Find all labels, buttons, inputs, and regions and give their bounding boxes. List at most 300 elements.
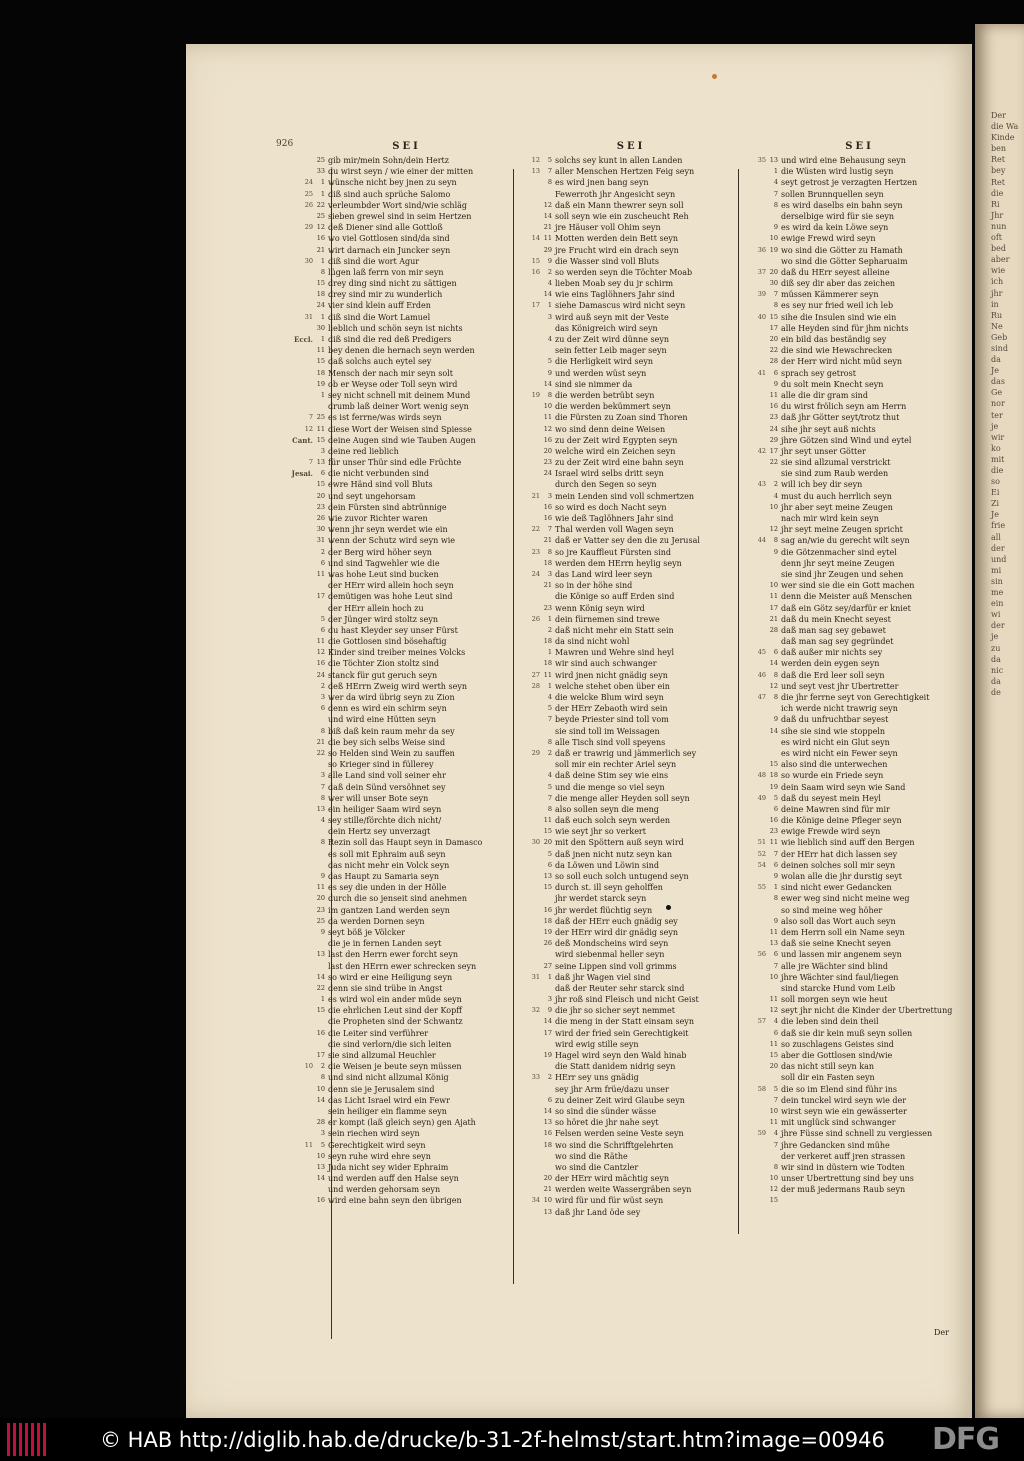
entry-text: daß nicht mehr ein Statt sein: [555, 625, 674, 635]
verse-number: 20: [769, 267, 778, 276]
entry-text: daß man sag sey gegründet: [781, 637, 894, 647]
entry-text: sey nicht schnell mit deinem Mund: [328, 390, 471, 400]
entry-text: daß ein Mann thewrer seyn soll: [555, 200, 684, 210]
entry-text: und sind nicht allzumal König: [328, 1073, 449, 1083]
verse-number: 9: [320, 927, 325, 936]
chapter-number: [299, 356, 313, 367]
index-entry: [526, 580, 736, 591]
facing-page-fragment: oft: [991, 233, 1002, 243]
index-entry: [752, 625, 967, 636]
chapter-number: [526, 692, 540, 703]
chapter-number: [752, 524, 766, 535]
index-entry: [526, 222, 736, 233]
index-entry: [752, 938, 967, 949]
chapter-number: Cant.: [292, 435, 313, 445]
chapter-number: [526, 513, 540, 524]
index-entry: [526, 714, 736, 725]
index-entry: [526, 211, 736, 222]
facing-page-fragment: bed: [991, 244, 1006, 254]
chapter-number: [526, 535, 540, 546]
index-entry: [299, 424, 514, 435]
entry-text: es soll mit Ephraim auß seyn: [328, 849, 446, 859]
verse-number: 6: [320, 469, 325, 478]
chapter-number: [299, 882, 313, 893]
chapter-number: 29: [531, 748, 540, 757]
entry-text: wer da wird übrig seyn zu Zion: [328, 693, 455, 702]
entry-text: die Weisen je beute seyn müssen: [328, 1062, 462, 1072]
verse-number: 5: [773, 793, 778, 802]
facing-page-fragment: Geb: [991, 332, 1008, 342]
index-entry: [292, 435, 514, 446]
verse-number: 15: [316, 279, 325, 288]
verse-number: 21: [316, 245, 325, 254]
verse-number: 5: [547, 704, 552, 713]
entry-text: durch die so jenseit sind anehmen: [328, 894, 467, 904]
facing-page-fragment: aber: [991, 255, 1010, 265]
chapter-number: [299, 681, 313, 692]
verse-number: 7: [547, 167, 552, 176]
index-entry: [299, 726, 514, 737]
facing-page-fragment: Ru: [991, 310, 1003, 320]
verse-number: 9: [773, 916, 778, 925]
index-entry: [752, 1162, 967, 1173]
index-entry: [526, 625, 736, 636]
entry-text: also sollen seyn die meng: [555, 804, 659, 814]
chapter-number: [752, 177, 766, 188]
index-entry: [299, 1039, 514, 1050]
verse-number: [313, 826, 328, 837]
verse-number: [313, 961, 328, 972]
verse-number: 6: [320, 625, 325, 634]
index-entry: [752, 770, 967, 781]
chapter-number: 59: [757, 1129, 766, 1138]
chapter-number: [299, 155, 313, 166]
verse-number: 9: [547, 368, 552, 377]
verse-number: 4: [547, 771, 552, 780]
index-entry: [299, 189, 514, 200]
entry-text: wo sind die Räthe: [555, 1151, 628, 1161]
chapter-number: 42: [757, 446, 766, 455]
chapter-number: [299, 770, 313, 781]
verse-number: 7: [773, 189, 778, 198]
facing-page-fragment: wie: [991, 266, 1006, 276]
entry-text: die Wüsten wird lustig seyn: [781, 167, 894, 177]
verse-number: 8: [773, 200, 778, 209]
chapter-number: [752, 580, 766, 591]
index-entry: [299, 737, 514, 748]
chapter-number: 52: [757, 849, 766, 858]
index-entry: [752, 1061, 967, 1072]
index-entry: [299, 580, 514, 591]
verse-number: 8: [773, 670, 778, 679]
column-rule: [738, 169, 739, 1234]
entry-text: deß Diener sind alle Gottloß: [328, 223, 443, 233]
index-entry: [526, 658, 736, 669]
chapter-number: [299, 1117, 313, 1128]
verse-number: 23: [769, 413, 778, 422]
verse-number: 1: [547, 614, 552, 623]
verse-number: 30: [769, 279, 778, 288]
verse-number: 21: [769, 614, 778, 623]
verse-number: [540, 759, 555, 770]
chapter-number: [526, 1140, 540, 1151]
index-entry: [752, 435, 967, 446]
chapter-number: [752, 435, 766, 446]
facing-page-fragment: nun: [991, 221, 1007, 231]
index-entry: [299, 166, 514, 177]
index-entry: [299, 300, 514, 311]
verse-number: 33: [316, 167, 325, 176]
entry-text: die Fürsten zu Zoan sind Thoren: [555, 413, 688, 423]
chapter-number: [299, 1162, 313, 1173]
verse-number: 24: [316, 670, 325, 679]
entry-text: daß euch solch seyn werden: [555, 816, 670, 826]
verse-number: 4: [773, 491, 778, 500]
index-entry: [299, 1028, 514, 1039]
entry-text: durch den Segen so seyn: [555, 480, 657, 490]
verse-number: 16: [769, 816, 778, 825]
index-entry: [526, 345, 736, 356]
index-entry: [299, 1050, 514, 1061]
chapter-number: [752, 256, 766, 267]
index-entry: [299, 938, 514, 949]
chapter-number: [752, 513, 766, 524]
facing-page-fragment: Ri: [991, 199, 1000, 209]
facing-page-edge: [975, 24, 1024, 1418]
entry-text: seyt jhr nicht die Kinder der Ubertrettung: [781, 1006, 953, 1016]
verse-number: 1: [320, 312, 325, 321]
entry-text: Mawren und Wehre sind heyl: [555, 648, 675, 658]
entry-text: wird eine bahn seyn den übrigen: [328, 1196, 462, 1206]
chapter-number: [752, 1162, 766, 1173]
verse-number: 7: [773, 1140, 778, 1149]
chapter-number: [526, 1084, 540, 1095]
chapter-number: [526, 860, 540, 871]
index-entry: [299, 1151, 514, 1162]
index-entry: [299, 826, 514, 837]
index-entry: [752, 815, 967, 826]
entry-text: müssen Kämmerer seyn: [781, 290, 879, 300]
verse-number: 1: [773, 167, 778, 176]
chapter-number: [526, 591, 540, 602]
entry-text: vier sind klein auff Erden: [328, 301, 431, 311]
verse-number: 24: [769, 424, 778, 433]
verse-number: 6: [320, 558, 325, 567]
verse-number: 14: [543, 1106, 552, 1115]
entry-text: daß außer mir nichts sey: [781, 648, 883, 658]
index-entry: [526, 524, 736, 535]
entry-text: sieben grewel sind in seim Hertzen: [328, 211, 472, 221]
chapter-number: [752, 1106, 766, 1117]
entry-text: durch st. ill seyn geholffen: [555, 883, 663, 893]
verse-number: [313, 401, 328, 412]
verse-number: 14: [316, 972, 325, 981]
facing-page-fragment: sind: [991, 343, 1008, 353]
verse-number: 23: [769, 827, 778, 836]
dfg-logo[interactable]: DFG: [932, 1422, 1000, 1457]
index-entry: [299, 412, 514, 423]
verse-number: 9: [773, 872, 778, 880]
entry-text: daß du unfruchtbar seyest: [781, 715, 889, 725]
verse-number: 8: [320, 267, 325, 276]
verse-number: 1: [320, 178, 325, 187]
entry-text: es wird nicht ein Fewer seyn: [781, 748, 898, 758]
index-entry: [526, 300, 736, 311]
facing-page-fragment: Zi: [991, 499, 1000, 509]
index-entry: [752, 782, 967, 793]
index-entry: [752, 245, 967, 256]
index-entry: [526, 412, 736, 423]
index-entry: [526, 435, 736, 446]
chapter-number: 29: [304, 223, 313, 232]
verse-number: 6: [773, 368, 778, 377]
chapter-number: [299, 479, 313, 490]
chapter-number: [526, 927, 540, 938]
verse-number: 17: [769, 323, 778, 332]
chapter-number: [526, 1106, 540, 1117]
index-entry: [752, 569, 967, 580]
entry-text: da werden Dornen seyn: [328, 916, 425, 926]
entry-text: daß sie dir kein muß seyn sollen: [781, 1028, 913, 1038]
chapter-number: 48: [757, 771, 766, 780]
index-entry: [299, 1162, 514, 1173]
verse-number: 23: [543, 458, 552, 467]
verse-number: 23: [316, 502, 325, 511]
chapter-number: [526, 770, 540, 781]
chapter-number: [752, 1140, 766, 1151]
verse-number: 1: [320, 390, 325, 399]
verse-number: [540, 1039, 555, 1050]
chapter-number: [752, 547, 766, 558]
index-entry: [299, 983, 514, 994]
verse-number: 8: [773, 894, 778, 903]
entry-text: für unser Thür sind edle Früchte: [328, 458, 462, 468]
chapter-number: [752, 300, 766, 311]
facing-page-fragment: nic: [991, 665, 1004, 675]
verse-number: 22: [316, 200, 325, 209]
entry-text: mit den Spöttern auß seyn wird: [555, 838, 684, 848]
chapter-number: [752, 681, 766, 692]
index-entry: [526, 379, 736, 390]
index-entry: [752, 457, 967, 468]
entry-text: so in der höhe sind: [555, 581, 633, 591]
entry-text: er kompt (laß gleich seyn) gen Ajath: [328, 1118, 476, 1128]
hab-logo-icon[interactable]: [7, 1423, 45, 1456]
index-entry: [526, 591, 736, 602]
verse-number: 2: [547, 267, 552, 276]
index-entry: [299, 1128, 514, 1139]
chapter-number: [526, 278, 540, 289]
chapter-number: 26: [531, 614, 540, 623]
entry-text: dein Saam wird seyn wie Sand: [781, 782, 906, 792]
index-entry: [299, 793, 514, 804]
chapter-number: [752, 961, 766, 972]
facing-page-fragment: so: [991, 477, 1000, 487]
verse-number: 13: [769, 156, 778, 164]
chapter-number: 28: [531, 681, 540, 690]
index-entry: [299, 905, 514, 916]
verse-number: 22: [769, 458, 778, 467]
entry-text: stanck für gut geruch seyn: [328, 670, 438, 680]
chapter-number: [526, 1095, 540, 1106]
index-entry: [752, 1084, 967, 1095]
verse-number: 16: [543, 1129, 552, 1138]
verse-number: 15: [316, 1006, 325, 1015]
chapter-number: 13: [531, 167, 540, 176]
index-entry: [526, 1016, 736, 1027]
chapter-number: [299, 849, 313, 860]
verse-number: 5: [547, 357, 552, 366]
chapter-number: [752, 457, 766, 468]
entry-text: der HErr wird mächtig seyn: [555, 1174, 670, 1184]
chapter-number: [526, 905, 540, 916]
index-entry: [526, 513, 736, 524]
index-entry: [526, 681, 736, 692]
entry-text: die leben sind dein theil: [781, 1017, 879, 1027]
index-entry: [299, 1061, 514, 1072]
facing-page-fragment: Ei: [991, 488, 1000, 498]
verse-number: 9: [773, 715, 778, 724]
chapter-number: [752, 782, 766, 793]
verse-number: [540, 1061, 555, 1072]
entry-text: wenn König seyn wird: [555, 603, 645, 613]
viewer-footer: [0, 1418, 1024, 1461]
index-entry: [752, 300, 967, 311]
verse-number: 16: [316, 234, 325, 243]
verse-number: 9: [547, 1006, 552, 1015]
verse-number: 10: [769, 1174, 778, 1183]
entry-text: Thal werden voll Wagen seyn: [555, 525, 674, 535]
entry-text: die so im Elend sind führ ins: [781, 1084, 897, 1094]
entry-text: mein Lenden sind voll schmertzen: [555, 491, 694, 501]
verse-number: [766, 703, 781, 714]
index-entry: [752, 793, 967, 804]
entry-text: die werden betrübt seyn: [555, 390, 655, 400]
chapter-number: [526, 916, 540, 927]
index-entry: [752, 748, 967, 759]
chapter-number: 11: [304, 1140, 313, 1149]
verse-number: 1: [320, 335, 325, 343]
catchword: Der: [934, 1328, 949, 1337]
entry-text: es sey nur fried weil ich leb: [781, 301, 894, 311]
entry-text: HErr sey uns gnädig: [555, 1073, 639, 1083]
index-entry: [752, 155, 967, 166]
verse-number: [540, 591, 555, 602]
chapter-number: [752, 233, 766, 244]
index-entry: [752, 994, 967, 1005]
index-entry: [752, 1117, 967, 1128]
entry-text: so zuschlagens Geistes sind: [781, 1039, 894, 1049]
verse-number: [540, 949, 555, 960]
verse-number: 10: [769, 581, 778, 590]
entry-text: die Propheten sind der Schwantz: [328, 1017, 463, 1027]
index-entry: [752, 233, 967, 244]
verse-number: 15: [316, 480, 325, 489]
index-entry: [299, 379, 514, 390]
index-entry: [299, 714, 514, 725]
index-entry: [526, 1195, 736, 1206]
entry-text: so wird es doch Nacht seyn: [555, 502, 667, 512]
chapter-number: [752, 345, 766, 356]
entry-text: jhr seyt unser Götter: [781, 446, 866, 456]
index-column-2: [526, 141, 736, 1218]
entry-text: sey stille/förchte dich nicht/: [328, 816, 442, 826]
verse-number: 30: [316, 323, 325, 332]
index-entry: [752, 1005, 967, 1016]
verse-number: [313, 580, 328, 591]
index-entry: [526, 1005, 736, 1016]
index-entry: [526, 457, 736, 468]
verse-number: 11: [316, 569, 325, 578]
entry-text: so höret die jhr nahe seyt: [555, 1118, 659, 1128]
column-header: SEI: [392, 141, 421, 152]
facing-page-fragment: die: [991, 466, 1004, 475]
index-entry: [526, 1028, 736, 1039]
verse-number: 23: [543, 603, 552, 612]
chapter-number: [299, 916, 313, 927]
entry-text: soll morgen seyn wie heut: [781, 995, 888, 1005]
index-entry: [526, 569, 736, 580]
chapter-number: [752, 1072, 766, 1083]
verse-number: 15: [769, 1051, 778, 1059]
index-entry: [752, 703, 967, 714]
entry-text: das nicht still seyn kan: [781, 1062, 875, 1072]
verse-number: [313, 1106, 328, 1117]
verse-number: 11: [316, 883, 325, 892]
verse-number: 10: [543, 402, 552, 411]
index-entry: [752, 893, 967, 904]
entry-text: verleumbder Wort sind/wie schläg: [328, 200, 468, 210]
chapter-number: [526, 580, 540, 591]
chapter-number: [526, 759, 540, 770]
facing-page-fragment: ein: [991, 599, 1004, 609]
entry-text: die Könige so auff Erden sind: [555, 592, 675, 602]
chapter-number: [299, 390, 313, 401]
chapter-number: [299, 826, 313, 837]
chapter-number: 27: [531, 670, 540, 679]
chapter-number: [526, 983, 540, 994]
entry-text: sollen Brunnquellen seyn: [781, 189, 884, 199]
verse-number: 11: [316, 637, 325, 646]
verse-number: 15: [769, 1196, 778, 1205]
index-entry: [299, 636, 514, 647]
index-entry: [752, 983, 967, 994]
entry-text: es sey die unden in der Hölle: [328, 883, 447, 893]
chapter-number: [526, 658, 540, 669]
chapter-number: [526, 379, 540, 390]
chapter-number: [299, 972, 313, 983]
verse-number: 13: [316, 1162, 325, 1171]
entry-text: du solt mein Knecht seyn: [781, 379, 884, 389]
index-entry: [752, 714, 967, 725]
chapter-number: [299, 1128, 313, 1139]
facing-page-fragment: Jhr: [991, 210, 1004, 220]
entry-text: die je in fernen Landen seyt: [328, 939, 442, 949]
chapter-number: [299, 379, 313, 390]
entry-text: will ich bey dir seyn: [781, 480, 863, 490]
entry-text: die Gottlosen sind bösehaftig: [328, 637, 447, 647]
index-entry: [299, 837, 514, 848]
chapter-number: [526, 726, 540, 737]
index-entry: [299, 356, 514, 367]
entry-text: diß sind die Wort Lamuel: [328, 312, 431, 322]
verse-number: 6: [773, 648, 778, 657]
source-url-link[interactable]: © HAB http://diglib.hab.de/drucke/b-31-2f-helmst/start.htm?image=00946: [100, 1428, 885, 1452]
entry-text: die jhr ferrne seyt von Gerechtigkeit: [781, 693, 930, 702]
entry-text: das Licht Israel wird ein Fewr: [328, 1095, 450, 1105]
verse-number: 25: [316, 916, 325, 925]
chapter-number: [752, 983, 766, 994]
